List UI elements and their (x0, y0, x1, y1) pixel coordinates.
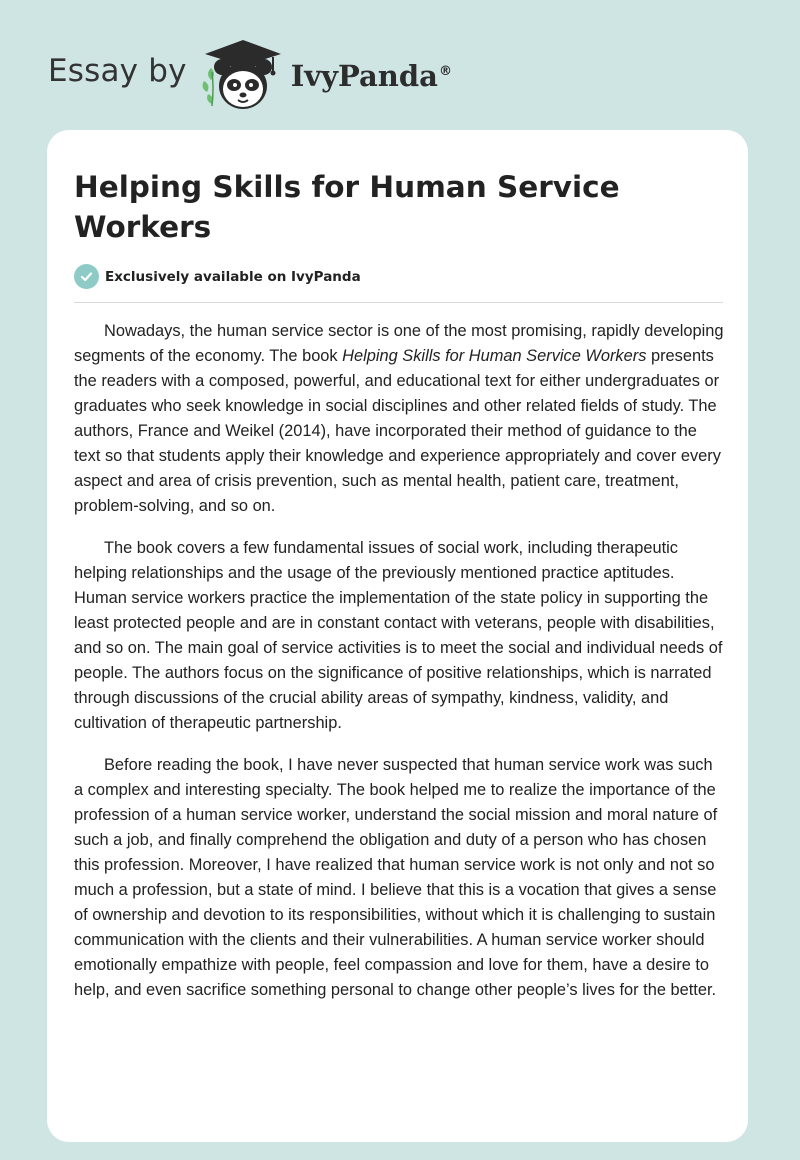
paragraph-1-intro: Nowadays, the human service sector is one of the most promising, rapidly developing segments of the economy. The book (74, 322, 724, 365)
checkmark-icon (74, 264, 99, 289)
page-title: Helping Skills for Human Service Workers (74, 170, 620, 244)
book-title: Helping Skills for Human Service Workers (342, 347, 647, 365)
panda-graduate-logo-icon (197, 34, 289, 114)
brand-header[interactable] (48, 34, 452, 114)
paragraph-1 (74, 319, 725, 519)
paragraph-2: The book covers a few fundamental issues of social work, including therapeutic helping relationships and the usage of the previously mentioned practice aptitudes. Human service workers practice the implementation of the state policy in supporting the least protected people and are in constant contact with veterans, people with disabilities, and so on. The main goal of service activities is to meet the social and individual needs of people. The authors focus on the significance of positive relationships, which is narrated through discussions of the crucial ability areas of sympathy, kindness, validity, and cultivation of therapeutic partnership. (74, 539, 723, 732)
paragraph-1-rest: presents the readers with a composed, powerful, and educational text for either undergraduates or graduates who seek knowledge in social disciplines and other related fields of study. The authors, France and Weikel (2014), have incorporated their method of guidance to the text so that students apply their knowledge and experience appropriately and cover every aspect and area of crisis prevention, such as mental health, patient care, treatment, problem-solving, and so on. (74, 347, 721, 515)
exclusive-badge (74, 264, 361, 289)
paragraph-3: Before reading the book, I have never suspected that human service work was such a complex and interesting specialty. The book helped me to realize the importance of the profession of a human service worker, understand the social mission and moral nature of such a job, and finally comprehend the obligation and duty of a person who has chosen this profession. Moreover, I have realized that human service work is not only and not so much a profession, but a state of mind. I believe that this is a vocation that gives a sense of ownership and devotion to its responsibilities, without which it is challenging to sustain communication with the clients and their vulnerabilities. A human service worker should emotionally empathize with people, feel compassion and love for them, have a desire to help, and even sacrifice something personal to change other people’s lives for the better. (74, 756, 718, 999)
divider (74, 302, 723, 303)
brand-name-text: IvyPanda (290, 59, 438, 93)
exclusive-label: Exclusively available on IvyPanda (105, 268, 361, 285)
essay-body (74, 319, 725, 1020)
brand-prefix: Essay by (48, 53, 187, 89)
brand-name (291, 59, 452, 93)
registered-mark: ® (438, 64, 452, 80)
essay-card (47, 130, 748, 1142)
